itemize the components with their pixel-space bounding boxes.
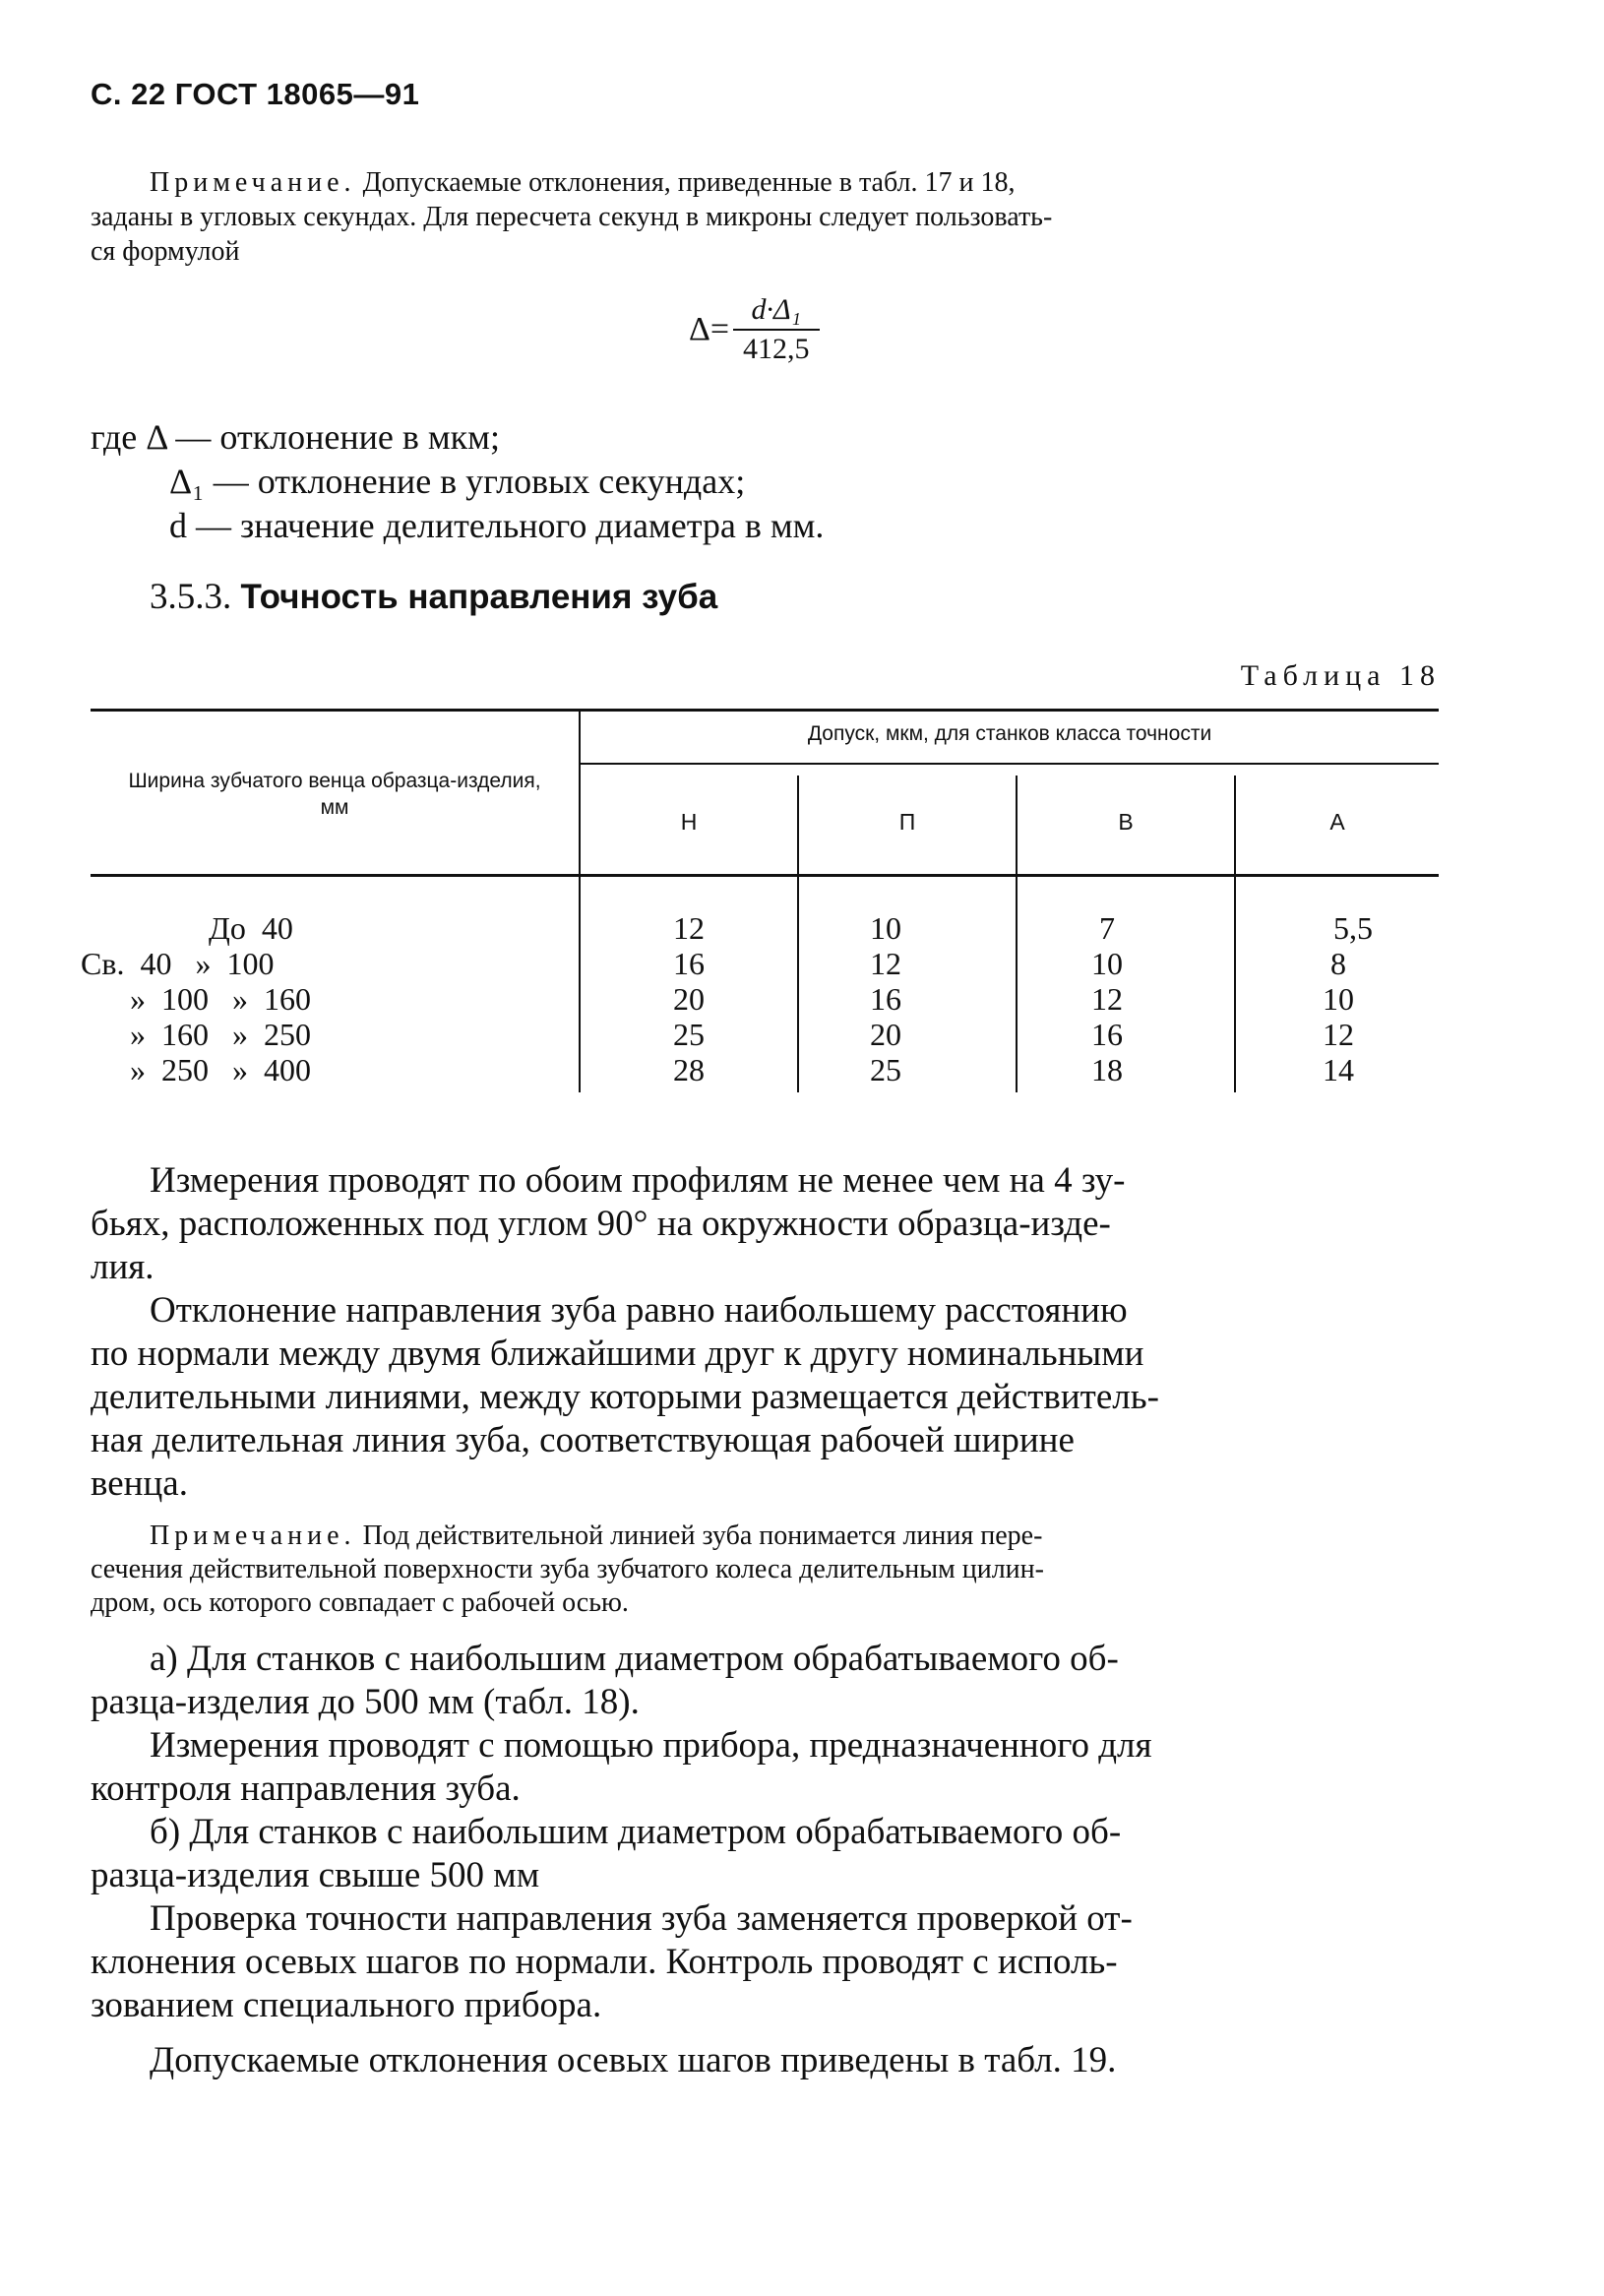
- cell-r3-c2: 16: [870, 981, 901, 1017]
- section-heading: [150, 576, 717, 618]
- item-a-line2: разца-изделия до 500 мм (табл. 18).: [91, 1682, 640, 1722]
- page-header: С. 22 ГОСТ 18065—91: [91, 77, 420, 111]
- where-line-1: где Δ — отклонение в мкм;: [91, 417, 500, 457]
- check-line2: клонения осевых шагов по нормали. Контроль проводят с исполь-: [91, 1942, 1118, 1982]
- para2-line4: ная делительная линия зуба, соответствующая рабочей ширине: [91, 1420, 1075, 1460]
- table-header-rule: [91, 874, 1439, 877]
- cell-r5-c3: 18: [1091, 1052, 1123, 1087]
- cell-r5-c1: 28: [673, 1052, 705, 1087]
- final-line: Допускаемые отклонения осевых шагов приведены в табл. 19.: [150, 2040, 1117, 2080]
- cell-r1-c2: 10: [870, 910, 901, 946]
- table-class-h: Н: [680, 809, 698, 835]
- formula-fraction: [733, 293, 820, 366]
- cell-r4-c4: 12: [1323, 1017, 1354, 1052]
- cell-r2-c3: 10: [1091, 946, 1123, 981]
- item-a-line1: а) Для станков с наибольшим диаметром обрабатываемого об-: [150, 1639, 1119, 1679]
- note2-line2: сечения действительной поверхности зуба зубчатого колеса делительным цилин-: [91, 1554, 1044, 1584]
- table-class-p: П: [898, 809, 916, 835]
- row-label-5: » 250 » 400: [130, 1052, 311, 1087]
- para1-line3: лия.: [91, 1247, 154, 1287]
- check-line3: зованием специального прибора.: [91, 1985, 602, 2025]
- para2-line3: делительными линиями, между которыми размещается действитель-: [91, 1377, 1159, 1417]
- row-label-1: До 40: [209, 910, 293, 946]
- table-header-group: Допуск, мкм, для станков класса точности: [807, 722, 1212, 745]
- table-class-a: А: [1329, 809, 1345, 835]
- table-top-rule: [91, 709, 1439, 712]
- cell-r4-c2: 20: [870, 1017, 901, 1052]
- note-line-3: ся формулой: [91, 236, 240, 267]
- row-label-4: » 160 » 250: [130, 1017, 311, 1052]
- where-line-3: d — значение делительного диаметра в мм.: [169, 506, 825, 545]
- note-line-2: заданы в угловых секундах. Для пересчета секунд в микроны следует пользовать-: [91, 202, 1053, 232]
- cell-r1-c4: 5,5: [1333, 910, 1373, 946]
- check-line1: Проверка точности направления зуба заменяется проверкой от-: [150, 1898, 1133, 1939]
- cell-r5-c4: 14: [1323, 1052, 1354, 1087]
- row-label-3: » 100 » 160: [130, 981, 311, 1017]
- cell-r4-c3: 16: [1091, 1017, 1123, 1052]
- where-line-2: Δ₁ — отклонение в угловых секундах;: [169, 462, 746, 501]
- formula-numerator: d·Δ₁: [751, 293, 802, 326]
- measure-line2: контроля направления зуба.: [91, 1769, 521, 1809]
- note2-text: Под действительной линией зуба понимается линия пере-: [355, 1520, 1043, 1551]
- formula-denominator: 412,5: [733, 329, 820, 366]
- cell-r1-c1: 12: [673, 910, 705, 946]
- note2-line1: [150, 1520, 1042, 1553]
- para2-line1: Отклонение направления зуба равно наибольшему расстоянию: [150, 1290, 1128, 1331]
- measure-line1: Измерения проводят с помощью прибора, предназначенного для: [150, 1725, 1152, 1766]
- para2-line2: по нормали между двумя ближайшими друг к другу номинальными: [91, 1334, 1144, 1374]
- formula: [689, 293, 820, 366]
- note-text: Допускаемые отклонения, приведенные в табл. 17 и 18,: [355, 167, 1016, 198]
- para2-line5: венца.: [91, 1463, 188, 1504]
- cell-r2-c2: 12: [870, 946, 901, 981]
- note2-label: Примечание.: [150, 1520, 356, 1551]
- table-class-v: В: [1118, 809, 1134, 835]
- item-b-line2: разца-изделия свыше 500 мм: [91, 1855, 540, 1895]
- cell-r2-c4: 8: [1330, 946, 1346, 981]
- section-number: 3.5.3.: [150, 577, 232, 617]
- formula-lhs: Δ=: [689, 311, 730, 347]
- cell-r4-c1: 25: [673, 1017, 705, 1052]
- cell-r2-c1: 16: [673, 946, 705, 981]
- cell-r3-c3: 12: [1091, 981, 1123, 1017]
- note-label: Примечание.: [150, 167, 356, 198]
- cell-r1-c3: 7: [1099, 910, 1115, 946]
- para1-line1: Измерения проводят по обоим профилям не менее чем на 4 зу-: [150, 1160, 1126, 1201]
- table-caption: Таблица 18: [1240, 659, 1441, 692]
- cell-r3-c4: 10: [1323, 981, 1354, 1017]
- note2-line3: дром, ось которого совпадает с рабочей осью.: [91, 1587, 629, 1618]
- section-title: Точность направления зуба: [240, 578, 718, 616]
- item-b-line1: б) Для станков с наибольшим диаметром обрабатываемого об-: [150, 1812, 1122, 1852]
- note-line-1: [150, 165, 1439, 200]
- table-header-width: Ширина зубчатого венца образца-изделия, мм: [128, 770, 541, 819]
- cell-r3-c1: 20: [673, 981, 705, 1017]
- table-group-rule: [581, 763, 1439, 765]
- para1-line2: бьях, расположенных под углом 90° на окружности образца-изде-: [91, 1204, 1111, 1244]
- table-vline-1: [579, 711, 581, 1092]
- cell-r5-c2: 25: [870, 1052, 901, 1087]
- row-label-2: Св. 40 » 100: [81, 946, 275, 981]
